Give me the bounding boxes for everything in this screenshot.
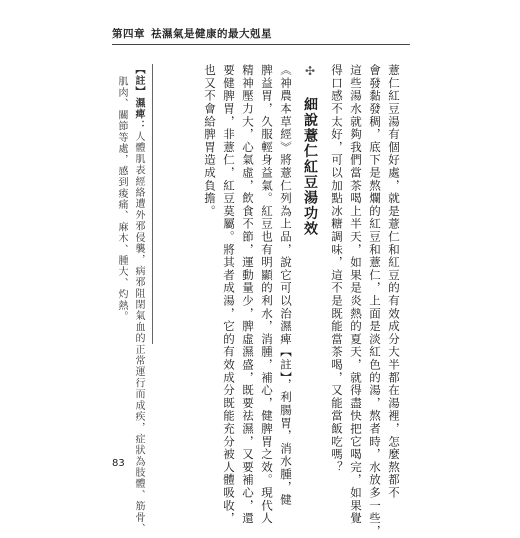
section-heading bbox=[303, 64, 317, 412]
header-rule bbox=[112, 44, 410, 45]
footnote-rule bbox=[152, 64, 153, 344]
chapter-title: 祛濕氣是健康的最大剋星 bbox=[151, 27, 272, 40]
body-column-1: 薏仁紅豆湯有個好處，就是薏仁和紅豆的有效成分大半都在湯裡，怎麼熬都不 bbox=[387, 64, 401, 500]
footnote-text-1: 人體肌表經絡遭外邪侵襲，病邪阻閉氣血的正常運行而成疾，症狀為肢體、筋骨、 bbox=[133, 131, 144, 535]
body-column-2: 會發黏發稠，底下是熬爛的紅豆和薏仁，上面是淡紅色的湯，熬者時，水放多一些， bbox=[368, 64, 382, 538]
page-number: 83 bbox=[112, 458, 125, 469]
body-column-3: 這些湯水就夠我們當茶喝上半天，如果是炎熱的夏天，就得盡快把它喝完，如果覺 bbox=[349, 64, 363, 525]
footnote-line-2: 肌肉、關節等處，感到痠痛、麻木、腫大、灼熱。 bbox=[116, 76, 127, 323]
section-column-2: 脾益胃，久服輕身益氣。紅豆也有明顯的利水，消腫，補心，健脾胃之效。現代人 bbox=[260, 64, 274, 525]
chapter-label: 第四章 bbox=[112, 27, 145, 40]
footnote-label: 【註】濕痺： bbox=[133, 64, 144, 132]
running-header bbox=[112, 25, 272, 41]
section-column-5: 也又不會給脾胃造成負擔。 bbox=[203, 64, 217, 218]
body-column-4: 得口感不太好，可以加點冰糖調味，這不是既能當茶喝，又能當飯吃嗎？ bbox=[330, 64, 344, 474]
section-column-4: 要健脾胃，非薏仁，紅豆莫屬。將其者成湯，它的有效成分既能充分被人體吸收， bbox=[222, 64, 236, 525]
footnote-line-1 bbox=[133, 64, 144, 535]
flower-ornament-icon: ✣ bbox=[303, 64, 317, 80]
section-column-1: 《神農本草經》將薏仁列為上品，說它可以治濕痺【註】，利腸胃，消水腫，健 bbox=[279, 64, 293, 507]
section-heading-text: 細說薏仁紅豆湯功效 bbox=[302, 97, 318, 237]
section-column-3: 精神壓力大，心氣虛，飲食不節，運動量少，脾虛濕盛，既要祛濕，又要補心，還 bbox=[241, 64, 255, 525]
